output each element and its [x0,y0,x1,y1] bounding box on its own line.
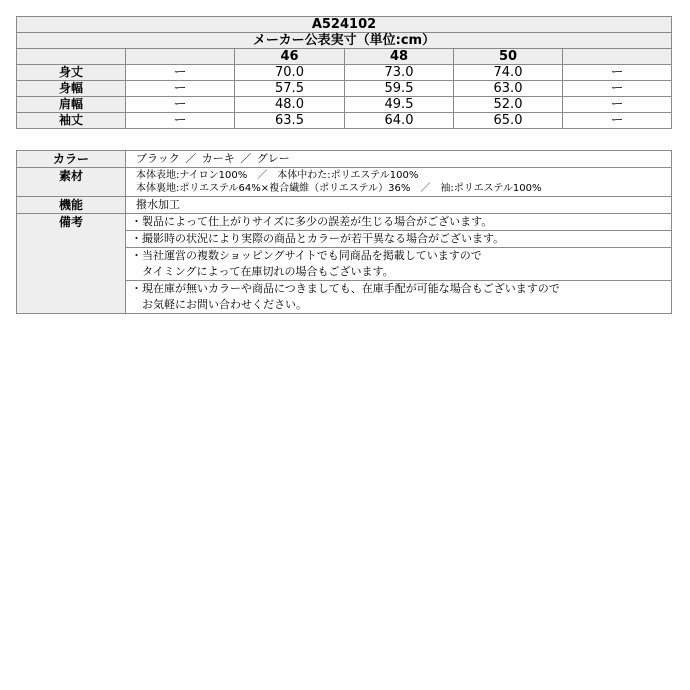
table-row [17,113,672,129]
table-cell: ー [563,113,672,129]
note-line: ・当社運営の複数ショッピングサイトでも同商品を掲載していますので [131,249,482,262]
table-cell: 48.0 [235,97,345,113]
size-header: 50 [454,49,563,65]
material-label: 素材 [17,168,126,197]
table-cell: 74.0 [454,65,563,81]
table-cell: ー [126,97,235,113]
spec-table [16,150,672,314]
color-separator: ／ [240,152,252,165]
row-label: 袖丈 [17,113,126,129]
table-cell: ー [126,113,235,129]
size-header: 46 [235,49,345,65]
table-row [17,65,672,81]
note-item [126,231,672,248]
row-label: 身幅 [17,81,126,97]
function-label: 機能 [17,197,126,214]
note-line: ・製品によって仕上がりサイズに多少の誤差が生じる場合がございます。 [131,215,493,228]
table-cell: 52.0 [454,97,563,113]
note-line: お気軽にお問い合わせください。 [131,298,307,311]
size-table [16,16,672,129]
note-line: ・現在庫が無いカラーや商品につきましても、在庫手配が可能な場合もございますので [131,282,560,295]
notes-label: 備考 [17,214,126,314]
function-value: 撥水加工 [126,197,672,214]
product-code: A524102 [17,17,672,33]
note-item [126,281,672,314]
note-line: ・撮影時の状況により実際の商品とカラーが若干異なる場合がございます。 [131,232,505,245]
material-row [17,168,672,197]
note-item [126,214,672,231]
material-line: 本体表地:ナイロン100% ／ 本体中わた:ポリエステル100% [136,170,419,181]
row-label: 肩幅 [17,97,126,113]
color-value [126,151,672,168]
table-cell: 73.0 [345,65,454,81]
table-row [17,81,672,97]
table-cell: 64.0 [345,113,454,129]
table-cell: 49.5 [345,97,454,113]
table-cell: ー [126,81,235,97]
table-row [17,97,672,113]
row-label: 身丈 [17,65,126,81]
table-cell: 57.5 [235,81,345,97]
color-row [17,151,672,168]
table-cell: 65.0 [454,113,563,129]
table-cell: 70.0 [235,65,345,81]
table-cell: ー [563,97,672,113]
size-header-corner [17,49,126,65]
material-value [126,168,672,197]
color-option: カーキ [201,152,235,165]
color-option: グレー [256,152,290,165]
table-cell: ー [563,81,672,97]
table-cell: 63.0 [454,81,563,97]
size-header: 48 [345,49,454,65]
note-item [126,248,672,281]
notes-row [17,214,672,231]
color-option: ブラック [136,152,180,165]
function-row [17,197,672,214]
material-line: 本体裏地:ポリエステル64%×複合繊維（ポリエステル）36% ／ 袖:ポリエステル100% [136,183,542,194]
note-line: タイミングによって在庫切れの場合もございます。 [131,265,394,278]
size-header [126,49,235,65]
color-label: カラー [17,151,126,168]
table-cell: 63.5 [235,113,345,129]
table-cell: 59.5 [345,81,454,97]
color-separator: ／ [185,152,197,165]
table-cell: ー [126,65,235,81]
size-table-subtitle: メーカー公表実寸（単位:cm） [17,33,672,49]
size-header [563,49,672,65]
table-cell: ー [563,65,672,81]
